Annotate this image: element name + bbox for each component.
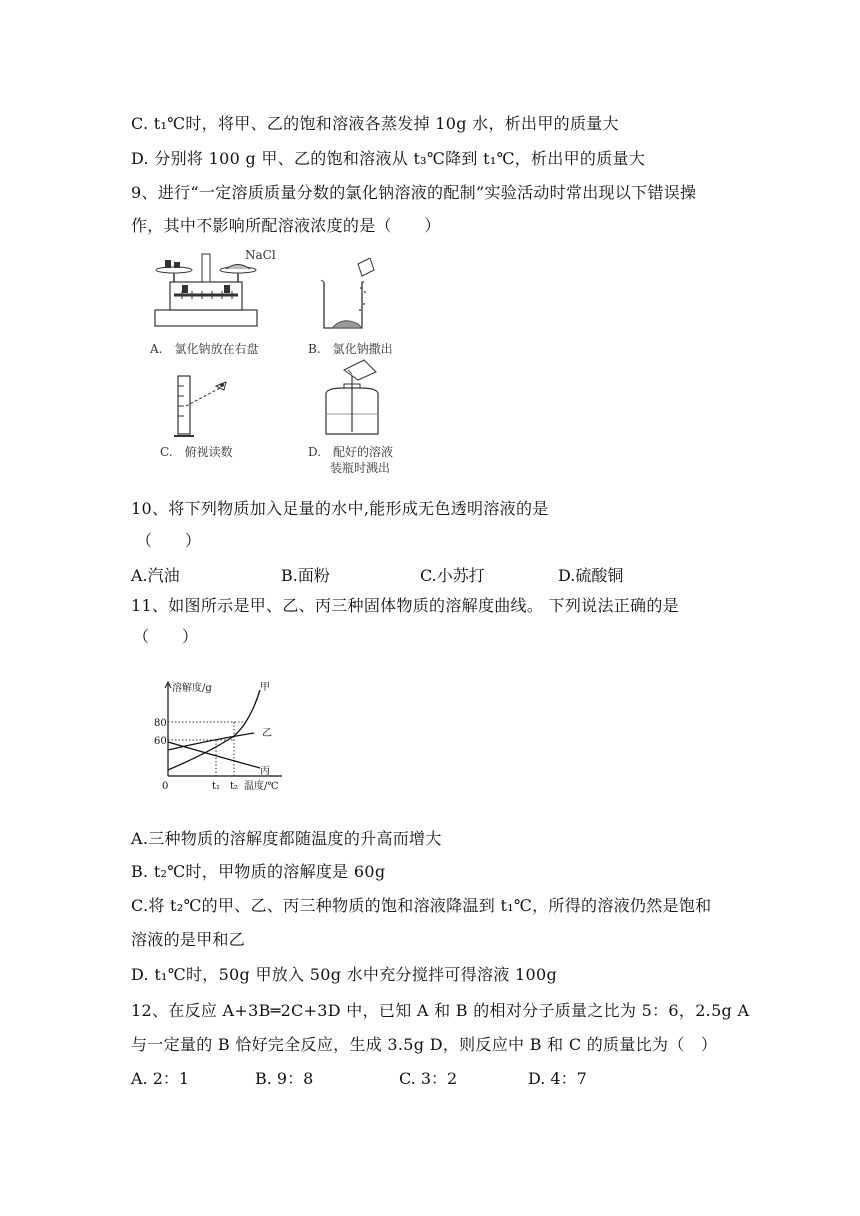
q10-option-c: C.小苏打: [420, 566, 485, 585]
q12-option-c: C. 3：2: [399, 1069, 458, 1088]
graph-y-axis-label: 溶解度/g: [172, 683, 212, 694]
fig-b-caption: B. 氯化钠撒出: [308, 342, 393, 356]
q10-option-a: A.汽油: [131, 566, 180, 585]
graph-curve-bing-label: 丙: [260, 766, 270, 777]
nacl-label: NaCl: [245, 248, 276, 262]
q11-stem: 11、如图所示是甲、乙、丙三种固体物质的溶解度曲线。 下列说法正确的是: [131, 596, 679, 615]
fig-c-caption: C. 俯视读数: [160, 445, 233, 459]
q12-option-d: D. 4：7: [528, 1069, 587, 1088]
beaker-figure: [318, 258, 378, 333]
cylinder-figure: [168, 372, 238, 442]
graph-tick-t1: t₁: [212, 781, 221, 792]
q9-stem-line1: 9、进行“一定溶质质量分数的氯化钠溶液的配制”实验活动时常出现以下错误操: [131, 183, 697, 202]
fig-d-caption-line2: 装瓶时溅出: [330, 461, 391, 475]
q10-answer-paren: （ ）: [136, 531, 202, 550]
q12-option-a: A. 2：1: [131, 1069, 190, 1088]
solubility-graph: [150, 676, 290, 796]
bottle-figure: [322, 358, 384, 438]
fig-a-caption: A. 氯化钠放在右盘: [150, 342, 259, 356]
q11-option-a: A.三种物质的溶解度都随温度的升高而增大: [131, 829, 442, 848]
q11-option-c-line2: 溶液的是甲和乙: [131, 930, 246, 949]
q8-option-d: D. 分别将 100 g 甲、乙的饱和溶液从 t₃℃降到 t₁℃，析出甲的质量大: [131, 149, 646, 168]
q10-option-d: D.硫酸铜: [558, 566, 624, 585]
graph-tick-60: 60: [154, 736, 167, 747]
fig-d-caption-line1: D. 配好的溶液: [308, 445, 394, 459]
q12-stem-line2: 与一定量的 B 恰好完全反应，生成 3.5g D，则反应中 B 和 C 的质量比为（ ）: [131, 1035, 718, 1054]
balance-figure: [152, 250, 282, 335]
q8-option-c: C. t₁℃时，将甲、乙的饱和溶液各蒸发掉 10g 水，析出甲的质量大: [131, 114, 619, 133]
graph-curve-yi-label: 乙: [262, 728, 272, 739]
q12-option-b: B. 9：8: [255, 1069, 314, 1088]
q10-stem: 10、将下列物质加入足量的水中,能形成无色透明溶液的是: [131, 499, 549, 518]
graph-curve-jia-label: 甲: [260, 682, 270, 693]
q11-option-b: B. t₂℃时，甲物质的溶解度是 60g: [131, 862, 386, 881]
graph-x-axis-label: 温度/℃: [244, 781, 279, 792]
q11-option-c-line1: C.将 t₂℃的甲、乙、丙三种物质的饱和溶液降温到 t₁℃，所得的溶液仍然是饱和: [131, 896, 712, 915]
q12-stem-line1: 12、在反应 A+3B═2C+3D 中，已知 A 和 B 的相对分子质量之比为 5：6，2.5g A: [131, 1001, 750, 1020]
q11-option-d: D. t₁℃时，50g 甲放入 50g 水中充分搅拌可得溶液 100g: [131, 965, 558, 984]
graph-tick-t2: t₂: [230, 781, 239, 792]
q11-answer-paren: （ ）: [133, 627, 199, 646]
graph-tick-80: 80: [154, 718, 167, 729]
q9-stem-line2: 作，其中不影响所配溶液浓度的是（ ）: [131, 216, 441, 235]
q10-option-b: B.面粉: [281, 566, 330, 585]
graph-origin: 0: [162, 781, 169, 792]
